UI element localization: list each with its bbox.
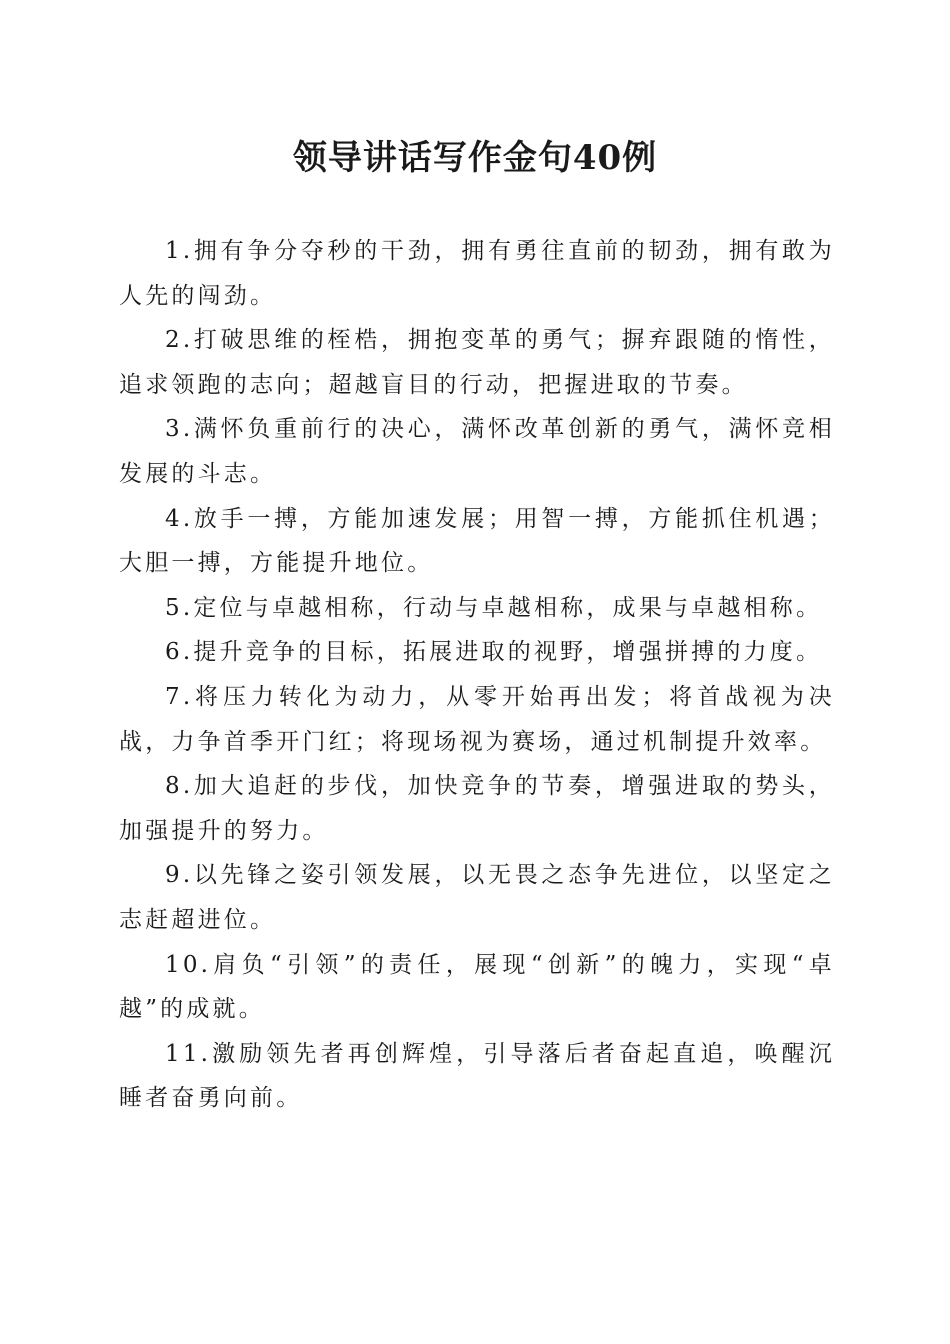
quote-paragraph-3: 3.满怀负重前行的决心，满怀改革创新的勇气，满怀竞相发展的斗志。 [119, 416, 835, 487]
page-title: 领导讲话写作金句40例 [292, 138, 658, 178]
quote-paragraph-8: 8.加大追赶的步伐，加快竞争的节奏，增强进取的势头，加强提升的努力。 [119, 773, 835, 844]
quote-paragraph-10: 10.肩负“引领”的责任，展现“创新”的魄力，实现“卓越”的成就。 [119, 951, 835, 1023]
quote-paragraph-1: 1.拥有争分夺秒的干劲，拥有勇往直前的韧劲，拥有敢为人先的闯劲。 [119, 238, 835, 309]
quote-paragraph-6: 6.提升竞争的目标，拓展进取的视野，增强拼搏的力度。 [165, 639, 823, 666]
quote-paragraph-7: 7.将压力转化为动力，从零开始再出发；将首战视为决战，力争首季开门红；将现场视为赛场，通过机制提升效率。 [119, 683, 835, 755]
quote-paragraph-5: 5.定位与卓越相称，行动与卓越相称，成果与卓越相称。 [165, 594, 823, 621]
quote-paragraph-4: 4.放手一搏，方能加速发展；用智一搏，方能抓住机遇；大胆一搏，方能提升地位。 [119, 505, 835, 577]
document-body [119, 229, 835, 1121]
quote-paragraph-2: 2.打破思维的桎梏，拥抱变革的勇气；摒弃跟随的惰性，追求领跑的志向；超越盲目的行动，把握进取的节奏。 [119, 327, 835, 398]
quote-paragraph-9: 9.以先锋之姿引领发展，以无畏之态争先进位，以坚定之志赶超进位。 [119, 862, 835, 933]
quote-paragraph-11: 11.激励领先者再创辉煌，引导落后者奋起直追，唤醒沉睡者奋勇向前。 [119, 1040, 835, 1112]
